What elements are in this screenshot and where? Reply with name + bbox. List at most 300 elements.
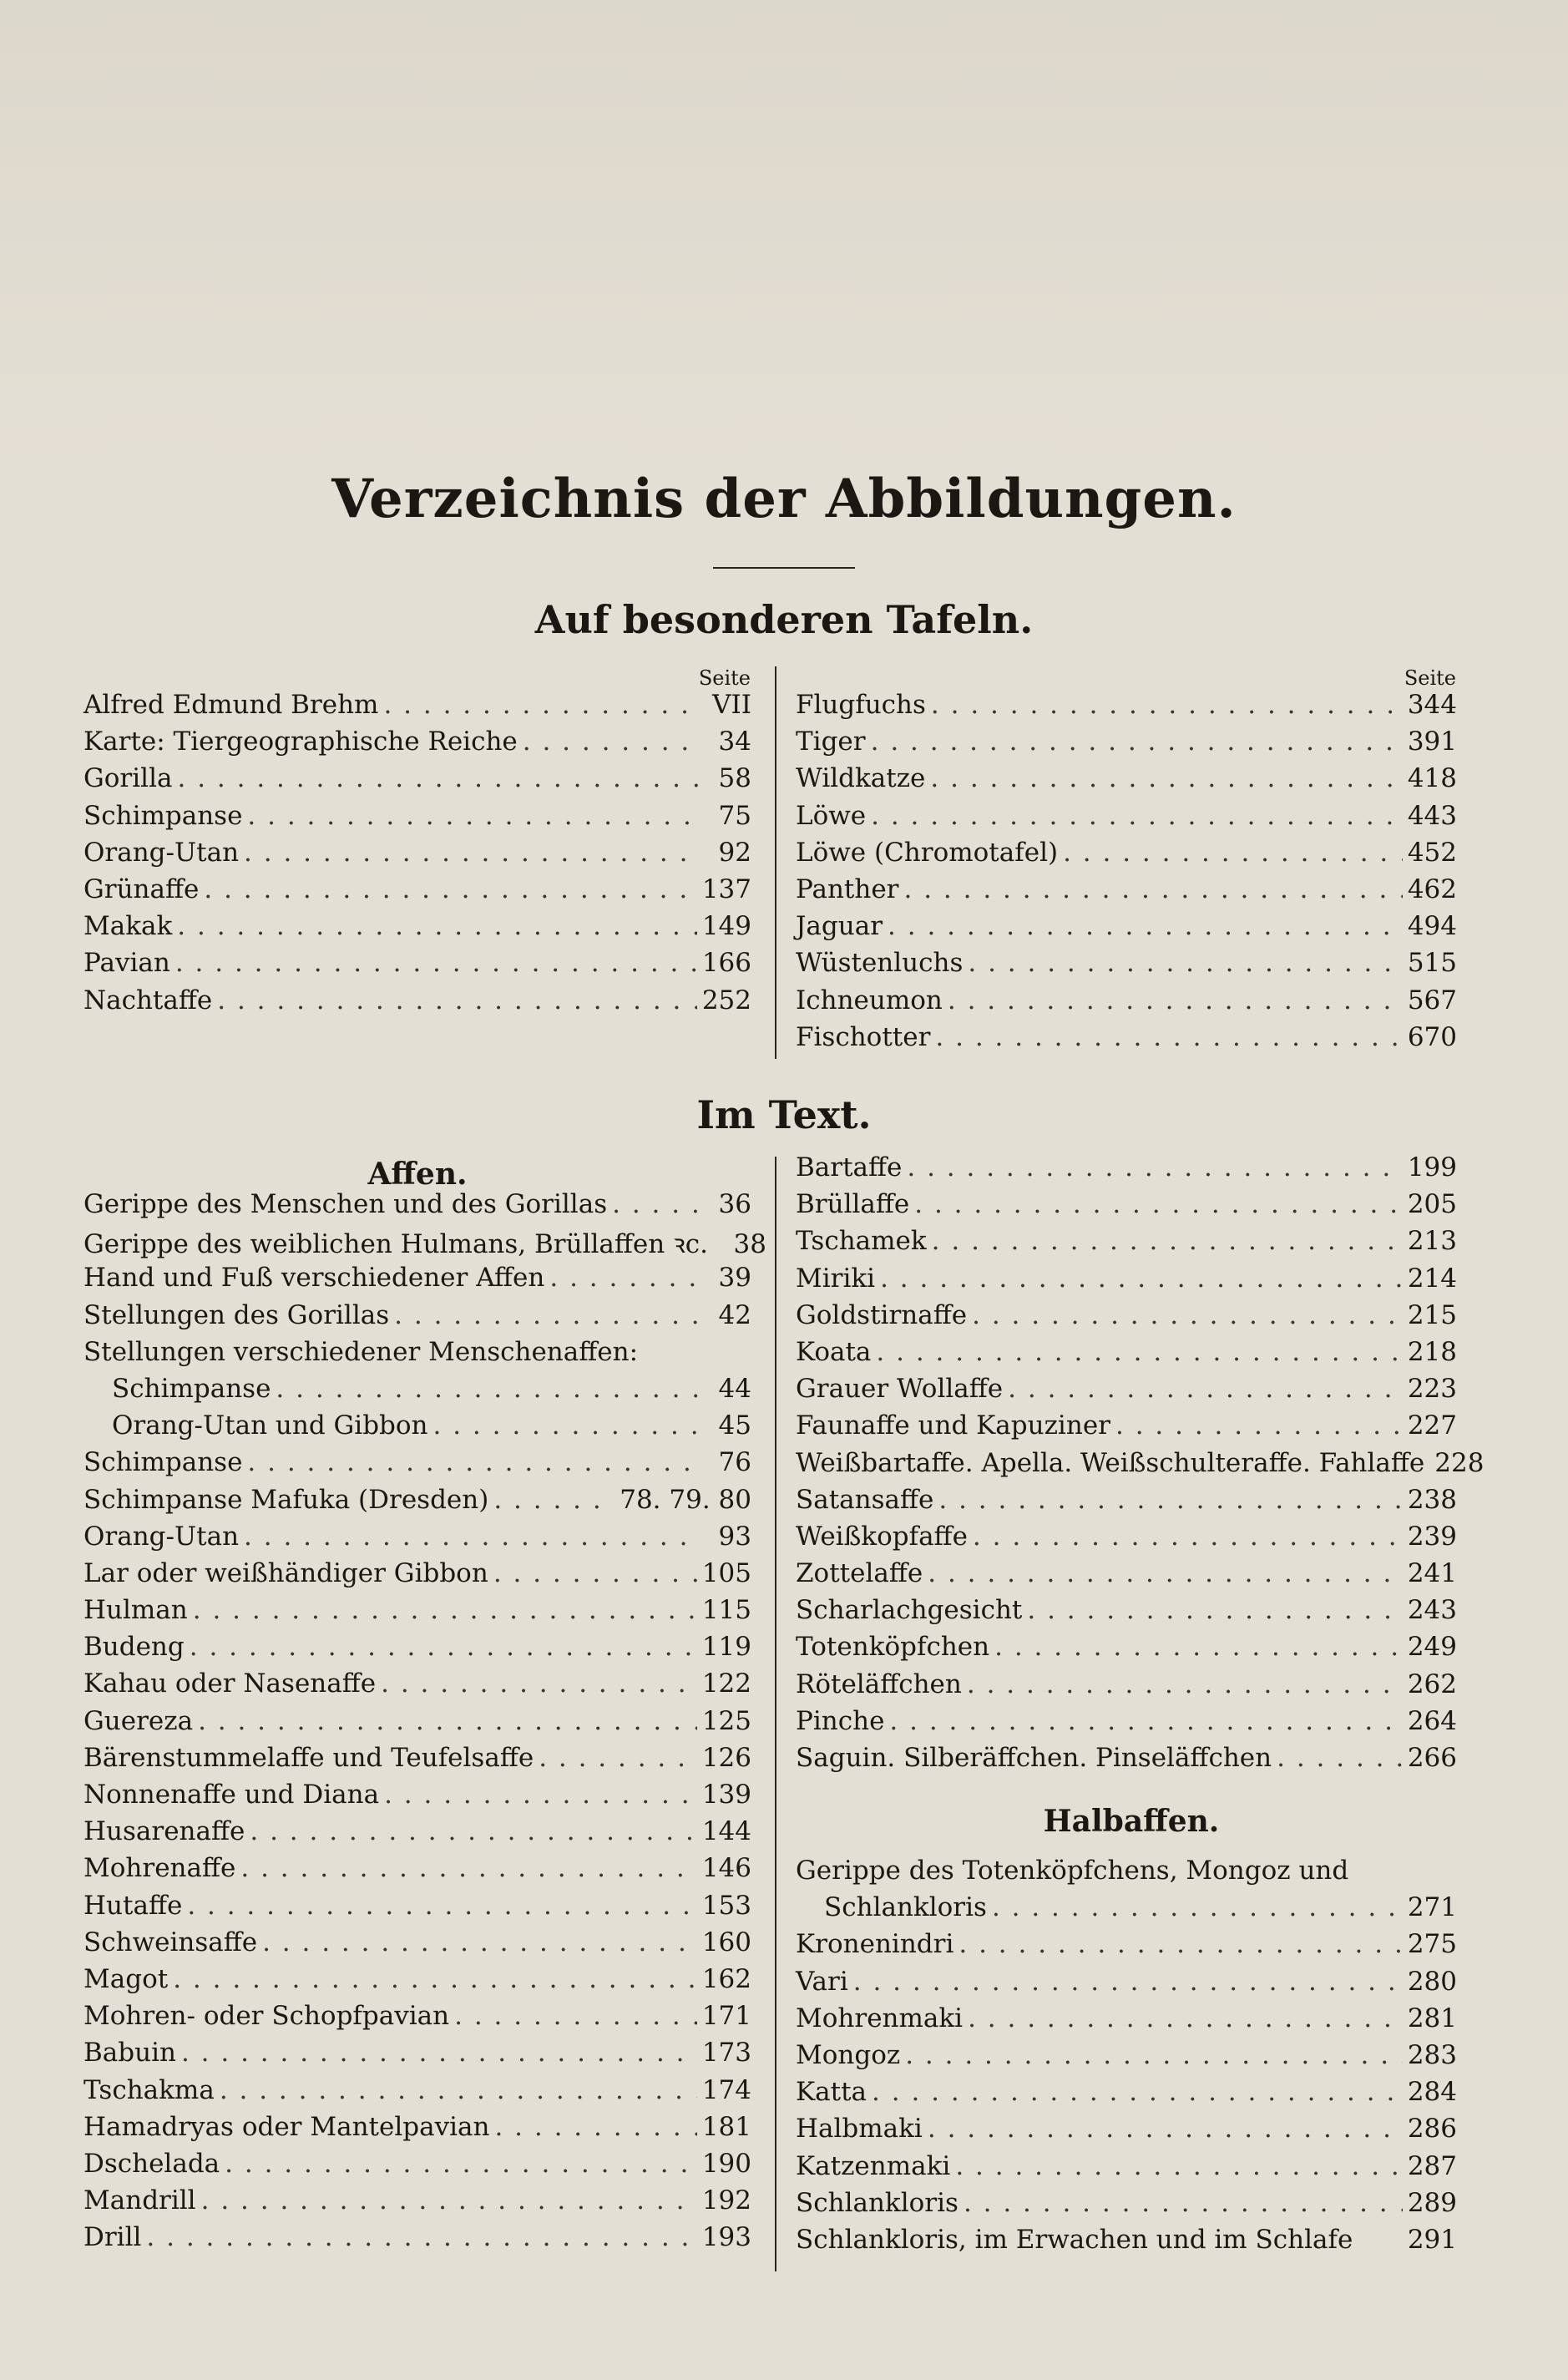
entry-page: 252: [701, 985, 751, 1015]
entry-name: Katzenmaki: [796, 2150, 951, 2181]
entry-page: 45: [718, 1410, 751, 1441]
leader-dots: [938, 1485, 1402, 1515]
entry-page: 391: [1407, 727, 1457, 757]
leader-dots: [973, 1522, 1403, 1552]
leader-dots: [493, 1485, 615, 1515]
entry-page: 452: [1407, 837, 1457, 868]
title-rule: [713, 567, 855, 569]
list-item: [83, 801, 751, 838]
entry-name: Totenköpfchen: [796, 1632, 990, 1663]
entry-page: 280: [1407, 1966, 1457, 1997]
list-item: [796, 1189, 1457, 1226]
text-list-affen-right: [796, 1152, 1485, 1780]
entry-page: 34: [718, 727, 751, 757]
text-list-halbaffen: [796, 1856, 1457, 2261]
entry-page: 344: [1407, 690, 1457, 720]
leader-dots: [930, 763, 1402, 793]
page-title: Verzeichnis der Abbildungen.: [331, 468, 1237, 530]
entry-name: Gerippe des Menschen und des Gorillas: [83, 1189, 608, 1219]
list-item: [796, 1929, 1457, 1966]
entry-name: Schlankloris: [796, 2187, 959, 2218]
list-item: [83, 727, 751, 763]
entry-page: 284: [1407, 2077, 1457, 2108]
list-item: [83, 2038, 751, 2074]
entry-page: 443: [1407, 800, 1457, 831]
entry-page: 93: [718, 1521, 751, 1552]
entry-name: Mohren- oder Schopfpavian: [83, 2001, 450, 2032]
list-item: [83, 1706, 751, 1743]
entry-name: Guereza: [83, 1705, 194, 1736]
list-item: [83, 2185, 751, 2222]
entry-name: Pinche: [796, 1705, 885, 1736]
leader-dots: [1115, 1410, 1403, 1441]
entry-page: 193: [701, 2222, 751, 2253]
entry-page: 238: [1407, 1484, 1457, 1515]
entry-page: 58: [718, 763, 751, 794]
entry-page: 670: [1407, 1021, 1457, 1052]
list-item: [83, 1337, 751, 1374]
list-item: [83, 2222, 751, 2259]
list-item: [83, 1632, 751, 1669]
entry-name: Pavian: [83, 948, 170, 979]
section-heading-text: Im Text.: [696, 1092, 872, 1137]
leader-dots: [1027, 1595, 1402, 1625]
entry-page: 173: [701, 2038, 751, 2069]
leader-dots: [204, 874, 696, 904]
list-item: [796, 1967, 1457, 2003]
entry-page: 228: [1434, 1447, 1485, 1478]
leader-dots: [181, 2038, 697, 2068]
leader-dots: [931, 690, 1403, 720]
list-item: [796, 1374, 1457, 1410]
leader-dots: [240, 1853, 696, 1883]
entry-name: Nonnenaffe und Diana: [83, 1780, 380, 1810]
entry-name: Panther: [796, 874, 899, 904]
list-item: [83, 2149, 751, 2185]
entry-page: 199: [1407, 1152, 1457, 1182]
entry-name: Weißbartaffe. Apella. Weißschulteraffe. Fahlaffe: [796, 1447, 1425, 1478]
list-item: [796, 1022, 1457, 1059]
leader-dots: [201, 2185, 697, 2215]
list-item: [796, 2040, 1457, 2077]
entry-name: Gorilla: [83, 763, 173, 794]
list-item: [796, 985, 1457, 1022]
leader-dots: [928, 2114, 1403, 2144]
entry-name: Halbmaki: [796, 2114, 923, 2145]
entry-page: 223: [1407, 1374, 1457, 1405]
text-list-affen-left: [83, 1189, 766, 2259]
leader-dots: [175, 948, 697, 978]
entry-page: 153: [701, 1890, 751, 1921]
entry-page: 567: [1407, 985, 1457, 1015]
entry-page: 264: [1407, 1705, 1457, 1736]
entry-name: Kahau oder Nasenaffe: [83, 1669, 377, 1699]
list-item: [83, 1226, 766, 1263]
leader-dots: [146, 2222, 696, 2252]
list-item: [796, 1743, 1457, 1780]
leader-dots: [968, 2003, 1403, 2033]
entry-page: 166: [701, 948, 751, 979]
entry-name: Flugfuchs: [796, 690, 926, 720]
entry-name: Tschakma: [83, 2074, 215, 2105]
entry-page: 42: [718, 1299, 751, 1330]
list-item: [83, 948, 751, 985]
entry-page: 462: [1407, 874, 1457, 904]
entry-page: 239: [1407, 1521, 1457, 1552]
entry-page: 418: [1407, 763, 1457, 794]
leader-dots: [190, 1632, 697, 1662]
entry-name: Hutaffe: [83, 1890, 183, 1921]
list-item: [796, 948, 1457, 985]
entry-page: 515: [1407, 948, 1457, 979]
list-item: [83, 1780, 751, 1816]
entry-name: Mohrenaffe: [83, 1853, 236, 1884]
entry-name: Tiger: [796, 727, 866, 757]
entry-page: 227: [1407, 1410, 1457, 1441]
entry-page: 39: [718, 1263, 751, 1294]
show-through-bleed: [0, 0, 1568, 468]
column-divider: [775, 666, 776, 1059]
list-item: [796, 911, 1457, 948]
leader-dots: [935, 1022, 1402, 1052]
list-item: [796, 1263, 1457, 1300]
list-item: [83, 690, 751, 727]
entry-page: 38: [733, 1229, 766, 1260]
entry-name: Wildkatze: [796, 763, 926, 794]
leader-dots: [177, 763, 698, 793]
entry-page: 181: [701, 2111, 751, 2142]
entry-page: 174: [701, 2074, 751, 2105]
leader-dots: [612, 1189, 698, 1219]
entry-page: 289: [1407, 2187, 1457, 2218]
subheading-halbaffen: Halbaffen.: [1043, 1804, 1220, 1839]
leader-dots: [959, 1929, 1402, 1959]
subheading-affen: Affen.: [367, 1157, 468, 1192]
list-item: [796, 1226, 1457, 1263]
entry-name: Babuin: [83, 2038, 176, 2069]
leader-dots: [928, 1558, 1403, 1588]
entry-name: Weißkopfaffe: [796, 1521, 968, 1552]
list-item: [796, 838, 1457, 874]
entry-page: 266: [1407, 1743, 1457, 1773]
entry-name: Bärenstummelaffe und Teufelsaffe: [83, 1742, 534, 1773]
leader-dots: [276, 1374, 698, 1404]
leader-dots: [262, 1927, 697, 1957]
section-heading-tafeln: Auf besonderen Tafeln.: [534, 597, 1034, 642]
list-item: [796, 2188, 1457, 2225]
entry-name: Orang-Utan: [83, 1521, 240, 1552]
leader-dots: [494, 2112, 696, 2142]
list-item: [83, 763, 751, 800]
entry-name: Bartaffe: [796, 1152, 903, 1182]
entry-name: Zottelaffe: [796, 1558, 923, 1589]
list-item: [796, 1558, 1457, 1595]
entry-name: Magot: [83, 1963, 169, 1994]
entry-name: Hamadryas oder Mantelpavian: [83, 2111, 490, 2142]
entry-name: Tschamek: [796, 1226, 927, 1257]
entry-name: Schlankloris, im Erwachen und im Schlafe: [796, 2224, 1353, 2255]
entry-name: Grauer Wollaffe: [796, 1374, 1004, 1405]
list-item: [796, 1152, 1457, 1189]
list-item: [796, 1595, 1457, 1632]
leader-dots: [964, 2188, 1403, 2218]
list-item: [83, 1189, 751, 1226]
seite-label-right: Seite: [1404, 666, 1456, 690]
leader-dots: [523, 727, 698, 757]
list-item: [83, 985, 751, 1022]
entry-name: Mongoz: [796, 2039, 901, 2070]
entry-page: 146: [701, 1853, 751, 1884]
leader-dots: [904, 874, 1403, 904]
leader-dots: [217, 985, 697, 1015]
list-item: [796, 1337, 1457, 1374]
leader-dots: [250, 1816, 696, 1846]
leader-dots: [383, 690, 698, 720]
entry-page: 271: [1407, 1892, 1457, 1923]
entry-page: 286: [1407, 2114, 1457, 2145]
entry-page: 283: [1407, 2039, 1457, 2070]
entry-name: Ichneumon: [796, 985, 943, 1015]
entry-page: 139: [701, 1780, 751, 1810]
entry-name: Stellungen des Gorillas: [83, 1299, 390, 1330]
leader-dots: [247, 1447, 698, 1477]
list-item: [796, 1856, 1457, 1929]
list-item: [83, 1743, 751, 1780]
entry-page: 125: [701, 1705, 751, 1736]
entry-name: Löwe: [796, 800, 867, 831]
entry-name: Wüstenluchs: [796, 948, 964, 979]
entry-name: Jaguar: [796, 911, 883, 942]
entry-page: 144: [701, 1816, 751, 1847]
leader-dots: [193, 1595, 697, 1625]
entry-page: 287: [1407, 2150, 1457, 2181]
entry-name: Goldstirnaffe: [796, 1299, 968, 1330]
entry-page: 214: [1407, 1263, 1457, 1294]
entry-page: 119: [701, 1632, 751, 1663]
list-item: [83, 1300, 751, 1337]
leader-dots: [187, 1891, 697, 1921]
entry-name: Löwe (Chromotafel): [796, 837, 1059, 868]
entry-name: Orang-Utan: [83, 837, 240, 868]
leader-dots: [1008, 1374, 1403, 1404]
entry-page: 75: [718, 800, 751, 831]
tafeln-list-right: [796, 690, 1457, 1059]
list-item: [83, 2001, 751, 2038]
entry-page: 78. 79. 80: [620, 1484, 751, 1515]
list-item: [83, 1853, 751, 1890]
list-item: [796, 1632, 1457, 1669]
list-item: [796, 1706, 1457, 1743]
entry-page: 262: [1407, 1669, 1457, 1699]
entry-name: Koata: [796, 1336, 872, 1367]
leader-dots: [968, 948, 1402, 978]
entry-page: 494: [1407, 911, 1457, 942]
entry-name: Schimpanse: [112, 1373, 271, 1404]
entry-name: Schweinsaffe: [83, 1927, 258, 1957]
entry-page: 149: [701, 911, 751, 942]
entry-name: Drill: [83, 2222, 142, 2253]
entry-name: Gerippe des weiblichen Hulmans, Brüllaffen ꝛc.: [83, 1229, 708, 1260]
entry-page: 122: [701, 1669, 751, 1699]
entry-page: 275: [1407, 1929, 1457, 1960]
list-item: [83, 1964, 751, 2001]
entry-name: Fischotter: [796, 1021, 931, 1052]
leader-dots: [888, 911, 1403, 941]
leader-dots: [381, 1669, 697, 1699]
list-item: [796, 1447, 1485, 1485]
entry-page: 126: [701, 1742, 751, 1773]
list-item: [83, 838, 751, 874]
entry-name: Dschelada: [83, 2148, 220, 2179]
entry-page: 205: [1407, 1189, 1457, 1220]
leader-dots: [244, 838, 698, 868]
leader-dots: [948, 985, 1403, 1015]
leader-dots: [914, 1189, 1403, 1219]
entry-name: Schimpanse Mafuka (Dresden): [83, 1484, 489, 1515]
entry-name: Faunaffe und Kapuziner: [796, 1410, 1110, 1441]
list-item: [796, 690, 1457, 727]
entry-name: Hand und Fuß verschiedener Affen: [83, 1263, 545, 1294]
entry-page: 105: [701, 1557, 751, 1588]
leader-dots: [872, 2077, 1403, 2107]
leader-dots: [198, 1706, 697, 1736]
entry-name: Mohrenmaki: [796, 2003, 964, 2033]
leader-dots: [225, 2149, 697, 2179]
entry-name: Karte: Tiergeographische Reiche: [83, 727, 518, 757]
list-item: [83, 1669, 751, 1705]
entry-page: 160: [701, 1927, 751, 1957]
column-divider: [775, 1157, 776, 2271]
entry-page: 241: [1407, 1558, 1457, 1589]
leader-dots: [905, 2040, 1403, 2070]
entry-name-cont: Schlankloris: [824, 1892, 987, 1923]
list-item: [796, 2077, 1457, 2114]
entry-page: 215: [1407, 1299, 1457, 1330]
list-item: [796, 1410, 1457, 1447]
list-item: [796, 2225, 1457, 2261]
list-item: [83, 1595, 751, 1632]
entry-page: 243: [1407, 1595, 1457, 1626]
leader-dots: [932, 1226, 1403, 1256]
list-item: [796, 727, 1457, 763]
entry-name: Husarenaffe: [83, 1816, 245, 1847]
leader-dots: [972, 1300, 1403, 1330]
entry-name: Scharlachgesicht: [796, 1595, 1023, 1626]
entry-name: Nachtaffe: [83, 985, 213, 1015]
leader-dots: [871, 801, 1403, 831]
leader-dots: [549, 1263, 698, 1293]
list-item: [796, 1485, 1457, 1522]
list-item: [83, 1927, 751, 1964]
leader-dots: [394, 1300, 698, 1330]
entry-page: VII: [712, 690, 751, 720]
tafeln-list-left: [83, 690, 751, 1022]
leader-dots: [454, 2001, 697, 2031]
entry-name: Hulman: [83, 1595, 188, 1626]
entry-name: Brüllaffe: [796, 1189, 910, 1220]
entry-continuation: [796, 1892, 1457, 1929]
entry-name: Alfred Edmund Brehm: [83, 690, 379, 720]
entry-page: 281: [1407, 2003, 1457, 2033]
entry-name: Schimpanse: [83, 1447, 243, 1478]
list-item: [83, 1558, 751, 1595]
list-item: [83, 1816, 751, 1853]
list-item: [83, 911, 751, 948]
entry-page: 291: [1407, 2224, 1457, 2255]
entry-page: 137: [701, 874, 751, 904]
leader-dots: [876, 1337, 1402, 1367]
list-item: [83, 1522, 751, 1558]
entry-name: Lar oder weißhändiger Gibbon: [83, 1557, 488, 1588]
entry-name: Budeng: [83, 1632, 185, 1663]
list-item: [796, 1522, 1457, 1558]
entry-name: Stellungen verschiedener Menschenaffen:: [83, 1336, 639, 1367]
entry-page: 249: [1407, 1632, 1457, 1663]
leader-dots: [1063, 838, 1403, 868]
list-item: [796, 763, 1457, 800]
entry-name: Röteläffchen: [796, 1669, 962, 1699]
list-item: [796, 1300, 1457, 1337]
entry-name: Saguin. Silberäffchen. Pinseläffchen: [796, 1743, 1272, 1773]
entry-name: Makak: [83, 911, 173, 942]
leader-dots: [247, 801, 698, 831]
list-item: [83, 1485, 751, 1522]
entry-name: Miriki: [796, 1263, 876, 1294]
list-item: [83, 1410, 751, 1447]
entry-name: Satansaffe: [796, 1484, 934, 1515]
entry-page: 192: [701, 2185, 751, 2216]
entry-page: 162: [701, 1963, 751, 1994]
list-item: [83, 1263, 751, 1299]
leader-dots: [992, 1892, 1403, 1922]
list-item: [796, 2151, 1457, 2188]
entry-page: 44: [718, 1373, 751, 1404]
entry-page: 190: [701, 2148, 751, 2179]
list-item: [83, 874, 751, 911]
leader-dots: [177, 911, 697, 941]
list-item: [796, 1669, 1457, 1706]
leader-dots: [967, 1669, 1403, 1699]
leader-dots: [220, 2075, 697, 2105]
list-item: [83, 1447, 751, 1484]
list-item: [796, 801, 1457, 838]
entry-name: Grünaffe: [83, 874, 200, 904]
entry-name: Gerippe des Totenköpfchens, Mongoz und: [796, 1856, 1349, 1886]
entry-name: Vari: [796, 1966, 848, 1997]
leader-dots: [907, 1152, 1402, 1182]
list-item: [83, 1891, 751, 1927]
list-item: [796, 874, 1457, 911]
entry-name: Mandrill: [83, 2185, 196, 2216]
leader-dots: [994, 1632, 1403, 1662]
leader-dots: [384, 1780, 697, 1810]
entry-page: 213: [1407, 1226, 1457, 1257]
entry-name: Katta: [796, 2077, 867, 2108]
entry-page: 115: [701, 1595, 751, 1626]
leader-dots: [1277, 1743, 1403, 1773]
entry-page: 218: [1407, 1336, 1457, 1367]
entry-page: 92: [718, 837, 751, 868]
entry-name: Schimpanse: [83, 800, 243, 831]
entry-page: 36: [718, 1189, 751, 1219]
entry-page: 76: [718, 1447, 751, 1478]
entry-name: Orang-Utan und Gibbon: [112, 1410, 428, 1441]
leader-dots: [493, 1558, 697, 1588]
list-item: [83, 2075, 751, 2112]
leader-dots: [173, 1964, 697, 1994]
list-item: [83, 1374, 751, 1410]
entry-page: 171: [701, 2001, 751, 2032]
